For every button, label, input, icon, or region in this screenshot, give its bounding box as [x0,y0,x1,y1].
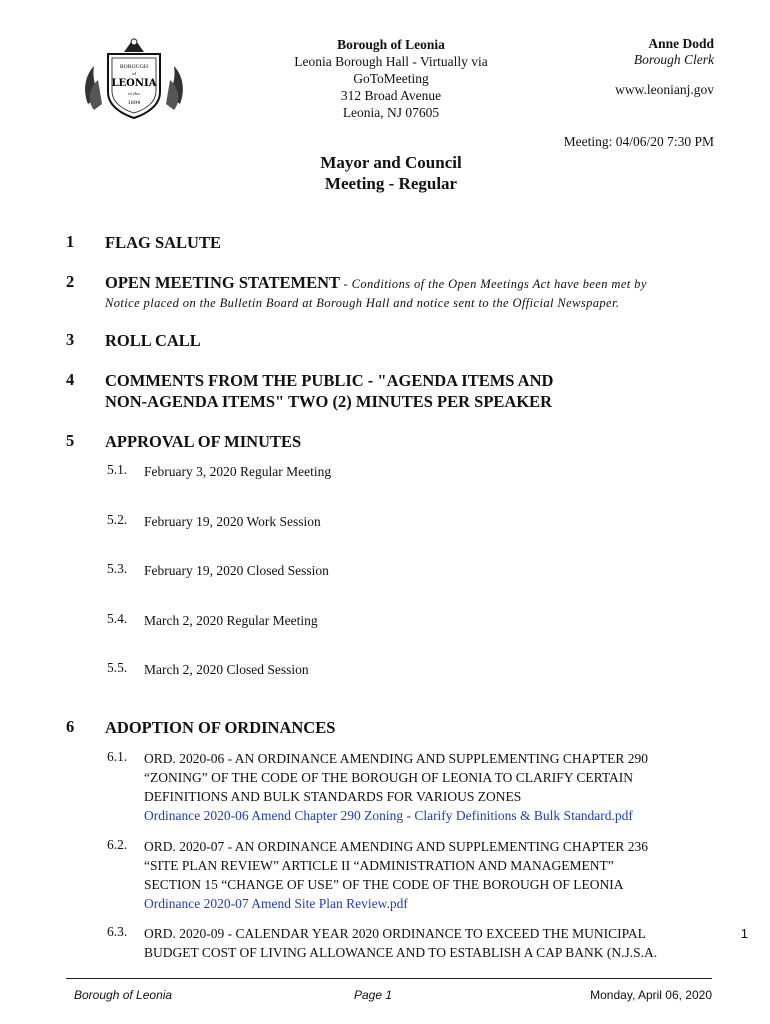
section-4-title [105,370,553,412]
document-title [250,152,532,194]
clerk-role: Borough Clerk [633,52,714,67]
item-6-2-line-1: ORD. 2020-07 - AN ORDINANCE AMENDING AND SUPPLEMENTING CHAPTER 236 [144,839,649,854]
item-6-2-line-2: “SITE PLAN REVIEW” ARTICLE II “ADMINISTRATION AND MANAGEMENT” [144,858,614,873]
seal-text-1: BOROUGH [119,64,149,70]
item-6-1-line-1: ORD. 2020-06 - AN ORDINANCE AMENDING AND SUPPLEMENTING CHAPTER 290 [144,751,649,766]
footer-divider [66,978,712,979]
seal-text-3: LEONIA [111,78,157,89]
item-5-4-text: March 2, 2020 Regular Meeting [144,613,318,628]
website: www.leonianj.gov [615,82,714,97]
location-line-1: Leonia Borough Hall - Virtually via [294,54,488,69]
seal-text-5: 1894 [127,100,141,106]
section-5-title: APPROVAL OF MINUTES [105,432,302,451]
section-4-title-line-1: COMMENTS FROM THE PUBLIC - "AGENDA ITEMS AND [105,371,554,390]
item-6-3-line-2: BUDGET COST OF LIVING ALLOWANCE AND TO ESTABLISH A CAP BANK (N.J.S.A. [144,945,658,960]
item-6-1-line-3: DEFINITIONS AND BULK STANDARDS FOR VARIOUS ZONES [144,789,522,804]
meeting-datetime: Meeting: 04/06/20 7:30 PM [563,134,714,149]
section-2-title: OPEN MEETING STATEMENT [105,273,341,292]
address: 312 Broad Avenue [340,88,442,103]
footer-date: Monday, April 06, 2020 [590,988,712,1002]
section-3-number: 3 [66,330,75,349]
item-5-4-number: 5.4. [107,611,128,626]
item-6-3-text [144,924,724,962]
section-4-number: 4 [66,370,75,389]
item-6-2-number: 6.2. [107,837,128,852]
item-6-1-text [144,749,724,825]
org-name: Borough of Leonia [337,37,445,52]
footer-org: Borough of Leonia [74,988,173,1002]
footer-page: Page 1 [354,988,393,1002]
section-6-number: 6 [66,717,75,736]
seal-text-2: of [132,71,136,76]
margin-page-number: 1 [740,926,748,941]
item-6-2-line-3: SECTION 15 “CHANGE OF USE” OF THE CODE OF THE BOROUGH OF LEONIA [144,877,624,892]
city: Leonia, NJ 07605 [342,105,440,120]
title-line-1: Mayor and Council [320,153,462,172]
clerk-name: Anne Dodd [648,36,714,51]
item-6-3-line-1: ORD. 2020-09 - CALENDAR YEAR 2020 ORDINANCE TO EXCEED THE MUNICIPAL [144,926,646,941]
item-6-2-text [144,837,724,913]
item-5-3-number: 5.3. [107,561,128,576]
section-4-title-line-2: NON-AGENDA ITEMS" TWO (2) MINUTES PER SPEAKER [105,392,553,411]
section-1-title: FLAG SALUTE [105,233,221,252]
item-5-2-text: February 19, 2020 Work Session [144,514,321,529]
title-line-2: Meeting - Regular [324,174,458,193]
section-2-title-row [105,272,647,295]
section-2-number: 2 [66,272,75,291]
section-2-note: - Conditions of the Open Meetings Act have been met by [340,277,647,291]
section-6-title: ADOPTION OF ORDINANCES [105,718,336,737]
section-1-number: 1 [66,232,75,251]
seal-text-4: in the [128,91,140,96]
section-2-note-continued: Notice placed on the Bulletin Board at Borough Hall and notice sent to the Official Newspaper. [105,296,620,310]
item-6-1-line-2: “ZONING” OF THE CODE OF THE BOROUGH OF LEONIA TO CLARIFY CERTAIN [144,770,633,785]
header-center-block [250,36,532,121]
section-5-number: 5 [66,431,75,450]
item-5-1-number: 5.1. [107,462,128,477]
borough-seal-logo [80,34,188,120]
section-3-title: ROLL CALL [105,331,201,350]
item-5-3-text: February 19, 2020 Closed Session [144,563,329,578]
location-line-2: GoToMeeting [353,71,429,86]
item-5-5-text: March 2, 2020 Closed Session [144,662,309,677]
item-6-3-number: 6.3. [107,924,128,939]
ordinance-2020-06-link[interactable]: Ordinance 2020-06 Amend Chapter 290 Zoning - Clarify Definitions & Bulk Standard.pdf [144,808,633,823]
item-5-1-text: February 3, 2020 Regular Meeting [144,464,332,479]
item-5-5-number: 5.5. [107,660,128,675]
header-right-block [615,36,714,98]
ordinance-2020-07-link[interactable]: Ordinance 2020-07 Amend Site Plan Review.pdf [144,896,408,911]
item-5-2-number: 5.2. [107,512,128,527]
item-6-1-number: 6.1. [107,749,128,764]
